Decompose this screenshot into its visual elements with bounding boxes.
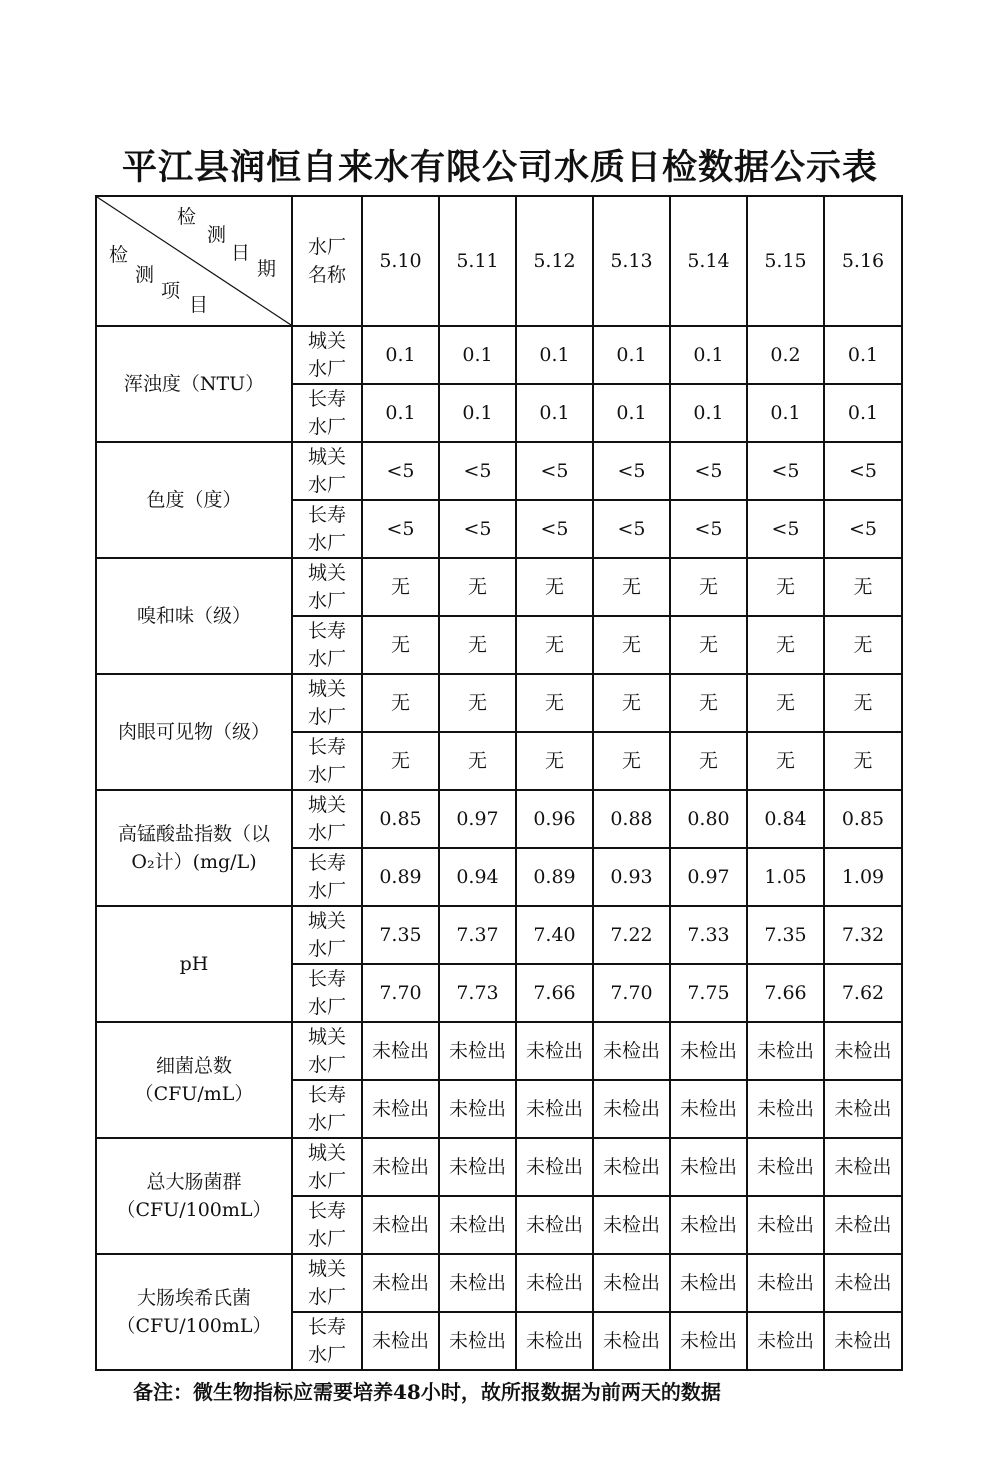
- value-cell: 未检出: [670, 1196, 747, 1254]
- value-cell: 无: [824, 616, 902, 674]
- value-cell: 未检出: [439, 1022, 516, 1080]
- corner-item-char: 检: [109, 244, 129, 266]
- value-cell: <5: [593, 442, 670, 500]
- table-row: [96, 1022, 902, 1080]
- value-cell: 0.1: [516, 384, 593, 442]
- plant-label: 长寿: [307, 852, 346, 874]
- plant-label: 水厂: [307, 764, 346, 786]
- date-header: 5.14: [670, 196, 747, 326]
- value-cell: 无: [824, 674, 902, 732]
- value-cell: 未检出: [747, 1138, 824, 1196]
- value-cell: 0.1: [670, 326, 747, 384]
- plant-label: 水厂: [307, 590, 346, 612]
- plant-label: 城关: [307, 1026, 346, 1048]
- value-cell: 未检出: [593, 1080, 670, 1138]
- plant-label: 水厂: [307, 880, 346, 902]
- value-cell: 无: [670, 616, 747, 674]
- value-cell: 未检出: [593, 1138, 670, 1196]
- plant-cell: [292, 790, 362, 848]
- test-item-cell: [96, 1138, 292, 1254]
- value-cell: 未检出: [670, 1138, 747, 1196]
- value-cell: 无: [516, 674, 593, 732]
- value-cell: 无: [670, 674, 747, 732]
- table-row: [96, 442, 902, 500]
- page-title: 平江县润恒自来水有限公司水质日检数据公示表: [121, 147, 878, 188]
- plant-cell: [292, 848, 362, 906]
- plant-cell: [292, 732, 362, 790]
- plant-label: 长寿: [307, 1316, 346, 1338]
- corner-header-cell: [96, 196, 292, 326]
- plant-cell: [292, 500, 362, 558]
- value-cell: 7.40: [516, 906, 593, 964]
- value-cell: 未检出: [362, 1022, 439, 1080]
- value-cell: 0.80: [670, 790, 747, 848]
- value-cell: 无: [824, 558, 902, 616]
- plant-label: 长寿: [307, 504, 346, 526]
- value-cell: 未检出: [824, 1022, 902, 1080]
- plant-label: 水厂: [307, 1112, 346, 1134]
- date-header: 5.15: [747, 196, 824, 326]
- value-cell: 0.97: [670, 848, 747, 906]
- test-item-cell: [96, 442, 292, 558]
- test-item-label: 总大肠菌群: [146, 1171, 242, 1193]
- value-cell: 0.1: [439, 326, 516, 384]
- value-cell: 未检出: [439, 1138, 516, 1196]
- value-cell: 0.84: [747, 790, 824, 848]
- value-cell: 未检出: [362, 1196, 439, 1254]
- value-cell: <5: [670, 442, 747, 500]
- test-item-label: 色度（度）: [146, 489, 242, 511]
- value-cell: 0.1: [593, 326, 670, 384]
- value-cell: 无: [593, 674, 670, 732]
- value-cell: 无: [593, 558, 670, 616]
- plant-label: 水厂: [307, 416, 346, 438]
- value-cell: 0.1: [439, 384, 516, 442]
- value-cell: 无: [362, 674, 439, 732]
- plant-label: 长寿: [307, 1200, 346, 1222]
- value-cell: 无: [439, 732, 516, 790]
- value-cell: 无: [593, 732, 670, 790]
- test-item-cell: [96, 326, 292, 442]
- value-cell: 0.97: [439, 790, 516, 848]
- value-cell: <5: [362, 442, 439, 500]
- value-cell: 7.32: [824, 906, 902, 964]
- plant-label: 城关: [307, 1142, 346, 1164]
- value-cell: 未检出: [516, 1138, 593, 1196]
- plant-label: 城关: [307, 678, 346, 700]
- value-cell: 0.1: [516, 326, 593, 384]
- table-row: [96, 674, 902, 732]
- value-cell: 0.89: [362, 848, 439, 906]
- plant-cell: [292, 1312, 362, 1370]
- date-header: 5.13: [593, 196, 670, 326]
- value-cell: 无: [516, 616, 593, 674]
- plant-label: 水厂: [307, 938, 346, 960]
- value-cell: 0.93: [593, 848, 670, 906]
- corner-item-char: 测: [135, 264, 155, 286]
- value-cell: 0.1: [670, 384, 747, 442]
- plant-label: 水厂: [307, 648, 346, 670]
- value-cell: 0.89: [516, 848, 593, 906]
- plant-label: 长寿: [307, 736, 346, 758]
- value-cell: 无: [439, 558, 516, 616]
- corner-item-char: 目: [189, 294, 209, 316]
- value-cell: 无: [516, 732, 593, 790]
- value-cell: <5: [747, 500, 824, 558]
- plant-label: 长寿: [307, 620, 346, 642]
- date-header: 5.11: [439, 196, 516, 326]
- plant-label: 水厂: [307, 474, 346, 496]
- value-cell: 未检出: [593, 1254, 670, 1312]
- date-header: 5.12: [516, 196, 593, 326]
- value-cell: 0.1: [593, 384, 670, 442]
- table-row: [96, 790, 902, 848]
- plant-label: 水厂: [307, 1344, 346, 1366]
- value-cell: 7.70: [593, 964, 670, 1022]
- value-cell: 无: [439, 674, 516, 732]
- test-item-label: 肉眼可见物（级）: [117, 721, 270, 743]
- value-cell: 未检出: [362, 1080, 439, 1138]
- value-cell: 未检出: [824, 1312, 902, 1370]
- value-cell: 未检出: [516, 1196, 593, 1254]
- value-cell: 无: [516, 558, 593, 616]
- date-header: 5.16: [824, 196, 902, 326]
- corner-date-char: 期: [257, 258, 277, 280]
- value-cell: 0.1: [362, 326, 439, 384]
- test-item-cell: [96, 674, 292, 790]
- value-cell: 未检出: [439, 1196, 516, 1254]
- plant-label: 城关: [307, 794, 346, 816]
- plant-cell: [292, 384, 362, 442]
- value-cell: <5: [824, 442, 902, 500]
- plant-cell: [292, 442, 362, 500]
- value-cell: 7.66: [516, 964, 593, 1022]
- value-cell: 0.1: [824, 326, 902, 384]
- test-item-cell: [96, 790, 292, 906]
- value-cell: 未检出: [824, 1254, 902, 1312]
- plant-label: 水厂: [307, 358, 346, 380]
- value-cell: 未检出: [593, 1312, 670, 1370]
- plant-label: 城关: [307, 562, 346, 584]
- value-cell: 无: [362, 732, 439, 790]
- value-cell: 未检出: [516, 1254, 593, 1312]
- plant-cell: [292, 906, 362, 964]
- value-cell: 7.75: [670, 964, 747, 1022]
- table-row: [96, 906, 902, 964]
- water-quality-table: [95, 195, 903, 1371]
- test-item-label: 高锰酸盐指数（以: [117, 823, 270, 845]
- value-cell: 无: [670, 732, 747, 790]
- value-cell: <5: [747, 442, 824, 500]
- test-item-label: 大肠埃希氏菌: [136, 1287, 251, 1309]
- value-cell: 7.73: [439, 964, 516, 1022]
- plant-cell: [292, 964, 362, 1022]
- value-cell: 1.09: [824, 848, 902, 906]
- value-cell: 未检出: [362, 1254, 439, 1312]
- value-cell: 无: [362, 558, 439, 616]
- value-cell: 7.70: [362, 964, 439, 1022]
- value-cell: 0.88: [593, 790, 670, 848]
- plant-cell: [292, 1196, 362, 1254]
- test-item-cell: [96, 906, 292, 1022]
- plant-label: 水厂: [307, 1054, 346, 1076]
- test-item-label: pH: [179, 953, 209, 975]
- value-cell: 0.85: [362, 790, 439, 848]
- table-row: [96, 558, 902, 616]
- value-cell: 未检出: [747, 1022, 824, 1080]
- test-item-label: （CFU/100mL）: [116, 1199, 272, 1221]
- corner-date-char: 测: [207, 224, 227, 246]
- test-item-label: （CFU/mL）: [134, 1083, 254, 1105]
- test-item-label: 细菌总数: [155, 1055, 232, 1077]
- value-cell: 未检出: [439, 1312, 516, 1370]
- value-cell: 0.1: [824, 384, 902, 442]
- table-row: [96, 1138, 902, 1196]
- value-cell: 7.35: [747, 906, 824, 964]
- corner-date-char: 检: [177, 206, 197, 228]
- plant-cell: [292, 616, 362, 674]
- plant-cell: [292, 1138, 362, 1196]
- value-cell: 未检出: [747, 1312, 824, 1370]
- value-cell: <5: [516, 442, 593, 500]
- value-cell: 未检出: [747, 1254, 824, 1312]
- test-item-label: （CFU/100mL）: [116, 1315, 272, 1337]
- table-row: [96, 1254, 902, 1312]
- value-cell: 无: [824, 732, 902, 790]
- value-cell: 未检出: [439, 1080, 516, 1138]
- value-cell: <5: [362, 500, 439, 558]
- value-cell: 未检出: [516, 1312, 593, 1370]
- value-cell: 未检出: [747, 1196, 824, 1254]
- test-item-label: 嗅和味（级）: [136, 605, 251, 627]
- value-cell: 0.1: [362, 384, 439, 442]
- value-cell: <5: [670, 500, 747, 558]
- plant-label: 水厂: [307, 996, 346, 1018]
- plant-label: 水厂: [307, 1228, 346, 1250]
- value-cell: 0.2: [747, 326, 824, 384]
- value-cell: 未检出: [362, 1312, 439, 1370]
- value-cell: 7.62: [824, 964, 902, 1022]
- value-cell: <5: [824, 500, 902, 558]
- value-cell: 7.22: [593, 906, 670, 964]
- value-cell: 无: [362, 616, 439, 674]
- value-cell: 0.1: [747, 384, 824, 442]
- value-cell: 未检出: [516, 1080, 593, 1138]
- plant-label: 长寿: [307, 388, 346, 410]
- test-item-cell: [96, 1254, 292, 1370]
- value-cell: 0.85: [824, 790, 902, 848]
- value-cell: 未检出: [824, 1080, 902, 1138]
- footnote: 备注：微生物指标应需要培养48小时，故所报数据为前两天的数据: [133, 1380, 721, 1404]
- value-cell: 未检出: [670, 1312, 747, 1370]
- value-cell: 未检出: [670, 1080, 747, 1138]
- test-item-label: 浑浊度（NTU）: [123, 373, 265, 395]
- plant-label: 城关: [307, 330, 346, 352]
- value-cell: 未检出: [593, 1196, 670, 1254]
- value-cell: 未检出: [747, 1080, 824, 1138]
- value-cell: 未检出: [824, 1196, 902, 1254]
- value-cell: 7.35: [362, 906, 439, 964]
- corner-item-char: 项: [161, 280, 181, 302]
- value-cell: 未检出: [439, 1254, 516, 1312]
- header-row: [96, 196, 902, 326]
- plant-label: 城关: [307, 1258, 346, 1280]
- value-cell: 无: [439, 616, 516, 674]
- plant-label: 水厂: [307, 1286, 346, 1308]
- plant-label: 城关: [307, 446, 346, 468]
- value-cell: 未检出: [516, 1022, 593, 1080]
- plant-label: 长寿: [307, 1084, 346, 1106]
- value-cell: 7.37: [439, 906, 516, 964]
- table-row: [96, 326, 902, 384]
- plant-label: 长寿: [307, 968, 346, 990]
- test-item-cell: [96, 1022, 292, 1138]
- plant-cell: [292, 674, 362, 732]
- value-cell: 7.33: [670, 906, 747, 964]
- value-cell: 无: [747, 732, 824, 790]
- value-cell: 1.05: [747, 848, 824, 906]
- corner-date-char: 日: [231, 242, 251, 264]
- value-cell: 无: [747, 558, 824, 616]
- plant-cell: [292, 558, 362, 616]
- test-item-label: O₂计）(mg/L): [131, 851, 257, 873]
- plant-cell: [292, 1254, 362, 1312]
- value-cell: 无: [670, 558, 747, 616]
- value-cell: 未检出: [824, 1138, 902, 1196]
- value-cell: <5: [439, 500, 516, 558]
- plant-label: 水厂: [307, 822, 346, 844]
- plant-cell: [292, 326, 362, 384]
- value-cell: 0.96: [516, 790, 593, 848]
- table-body: [96, 196, 902, 1370]
- value-cell: 未检出: [670, 1022, 747, 1080]
- plant-label: 城关: [307, 910, 346, 932]
- value-cell: <5: [439, 442, 516, 500]
- date-header: 5.10: [362, 196, 439, 326]
- value-cell: <5: [516, 500, 593, 558]
- value-cell: 无: [593, 616, 670, 674]
- value-cell: 未检出: [670, 1254, 747, 1312]
- plant-label: 水厂: [307, 1170, 346, 1192]
- value-cell: 0.94: [439, 848, 516, 906]
- value-cell: 无: [747, 674, 824, 732]
- plant-cell: [292, 1022, 362, 1080]
- plant-label: 水厂: [307, 706, 346, 728]
- value-cell: 7.66: [747, 964, 824, 1022]
- test-item-cell: [96, 558, 292, 674]
- value-cell: 未检出: [362, 1138, 439, 1196]
- value-cell: 未检出: [593, 1022, 670, 1080]
- value-cell: <5: [593, 500, 670, 558]
- plant-cell: [292, 1080, 362, 1138]
- plant-name-header: 水厂 名称: [292, 196, 362, 326]
- value-cell: 无: [747, 616, 824, 674]
- plant-label: 水厂: [307, 532, 346, 554]
